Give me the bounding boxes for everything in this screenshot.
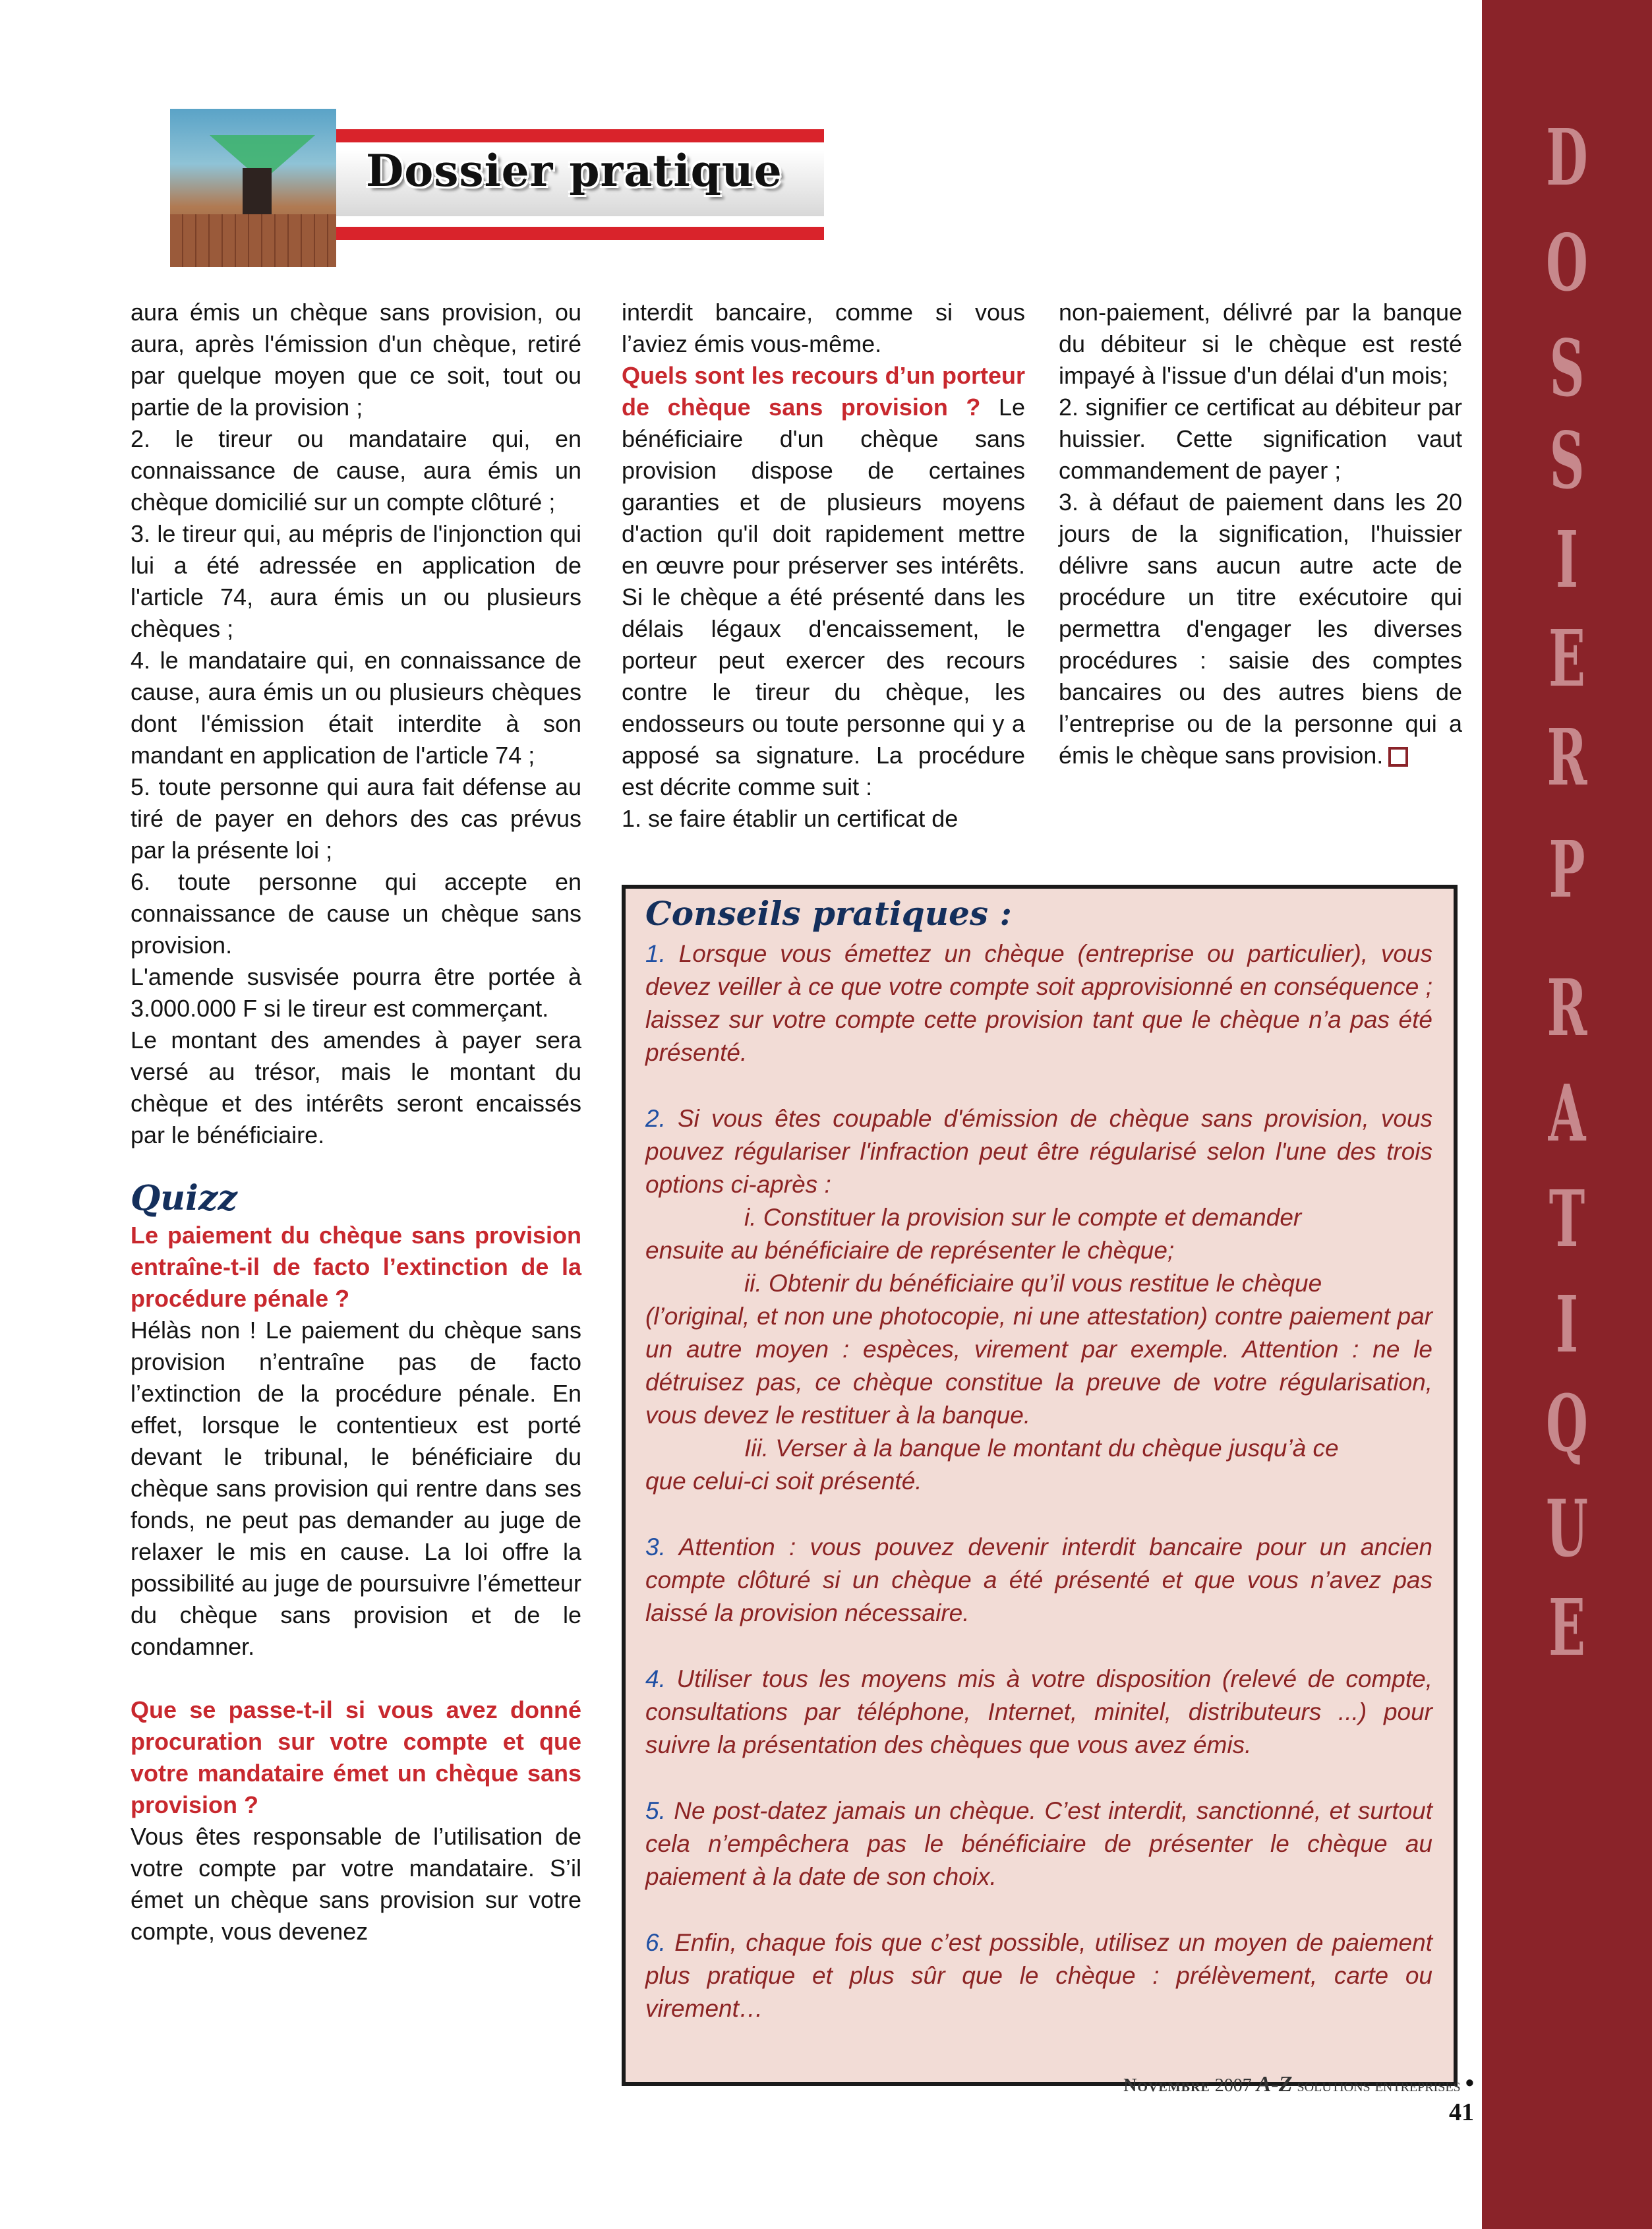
footer-bullet: • bbox=[1465, 2069, 1474, 2097]
header-top-stripe bbox=[336, 129, 824, 142]
banner-letter: R bbox=[1547, 962, 1587, 1054]
tip-number: 5. bbox=[645, 1797, 666, 1824]
header-bottom-stripe bbox=[336, 227, 824, 240]
banner-letter: E bbox=[1549, 1582, 1585, 1673]
tip-number: 2. bbox=[645, 1105, 666, 1132]
tip-1 bbox=[645, 937, 1432, 1069]
tip-text: Attention : vous pouvez devenir interdit bancaire pour un ancien compte clôturé si un chèque a été présenté et que vous n’avez pas laissé la provision nécessaire. bbox=[645, 1533, 1432, 1626]
tip-text: Utiliser tous les moyens mis à votre disposition (relevé de compte, consultations par téléphone, Internet, minitel, distributeurs ...) pour suivre la présentation des chèques que vous avez émis. bbox=[645, 1665, 1432, 1758]
paragraph: 2. signifier ce certificat au débiteur par huissier. Cette signification vaut commandement de payer ; bbox=[1059, 394, 1462, 484]
banner-letter: D bbox=[1546, 111, 1588, 203]
tip-3 bbox=[645, 1531, 1432, 1630]
banner-letter: I bbox=[1555, 1278, 1579, 1370]
header-illustration bbox=[170, 109, 336, 267]
footer-tagline: solutions entreprises bbox=[1297, 2075, 1461, 2096]
recours-question: Quels sont les recours d’un porteur de chèque sans provision ? bbox=[622, 362, 1025, 421]
tip-option-i: i. Constituer la provision sur le compte et demander bbox=[744, 1204, 1302, 1231]
banner-letter: O bbox=[1546, 217, 1588, 309]
banner-letter: Q bbox=[1546, 1377, 1588, 1469]
recours-answer: Le bénéficiaire d'un chèque sans provision dispose de certaines garanties et de plusieurs moyens d'action qu'il doit rapidement mettre en œuvre pour préserver ses intérêts. Si le chèque a été présenté dans les délais légaux d'encaissement, le porteur peut exercer des recours contre le tireur du chèque, les endosseurs ou toute personne qui y a apposé sa signature. La procédure est décrite comme suit : bbox=[622, 394, 1026, 800]
tip-option-i-cont: ensuite au bénéficiaire de représenter le chèque; bbox=[645, 1237, 1175, 1264]
footer-year: 2007 bbox=[1214, 2075, 1252, 2096]
tip-text: Si vous êtes coupable d'émission de chèque sans provision, vous pouvez régulariser l'infraction peut être régularisé selon l'une des trois options ci-après : bbox=[645, 1105, 1432, 1198]
column-3 bbox=[1059, 297, 1462, 771]
footer-month: Novembre bbox=[1123, 2075, 1210, 2096]
paragraph bbox=[622, 360, 1025, 803]
quizz-heading: Quizz bbox=[131, 1178, 237, 1218]
banner-letter: R bbox=[1547, 711, 1587, 803]
bricks-shape bbox=[170, 214, 336, 267]
tips-title: Conseils pratiques : bbox=[645, 894, 1012, 933]
quizz-answer-1: Hélàs non ! Le paiement du chèque sans provision n’entraîne pas de facto l’extinction de la procédure pénale. En effet, lorsque le contentieux est porté devant le tribunal, le bénéficiaire du chèque sans provision qui rentre dans ses fonds, ne peut pas demander au juge de relaxer le mis en cause. La loi offre la possibilité au juge de poursuivre l’émetteur du chèque sans provision et de le condamner. bbox=[131, 1317, 581, 1660]
banner-letter: S bbox=[1549, 415, 1585, 506]
paragraph: non-paiement, délivré par la banque du débiteur si le chèque est resté impayé à l'issue d'un délai d'un mois; bbox=[1059, 299, 1462, 389]
paragraph: interdit bancaire, comme si vous l’aviez émis vous-même. bbox=[622, 299, 1025, 357]
banner-letter: A bbox=[1548, 1067, 1586, 1159]
tip-text: Lorsque vous émettez un chèque (entreprise ou particulier), vous devez veiller à ce que votre compte soit approvisionné en conséquence ; laissez sur votre compte cette provision tant que le chèque n’a pas été présenté. bbox=[645, 940, 1432, 1066]
paragraph: 4. le mandataire qui, en connaissance de cause, aura émis un ou plusieurs chèques dont l'émission était interdite à son mandant en application de l'article 74 ; bbox=[131, 647, 581, 769]
banner-letter: T bbox=[1549, 1173, 1585, 1264]
quizz-question-1: Le paiement du chèque sans provision entraîne-t-il de facto l’extinction de la procédure pénale ? bbox=[131, 1222, 581, 1312]
paragraph: 1. se faire établir un certificat de bbox=[622, 805, 959, 832]
banner-letter: P bbox=[1549, 823, 1585, 915]
tip-text: Ne post-datez jamais un chèque. C’est interdit, sanctionné, et surtout cela n’empêchera pas le bénéficiaire de présenter le chèque au paiement à la date de son choix. bbox=[645, 1797, 1432, 1890]
tip-option-iii-cont: que celui-ci soit présenté. bbox=[645, 1468, 922, 1495]
banner-letter: I bbox=[1555, 514, 1579, 605]
tip-4 bbox=[645, 1663, 1432, 1762]
tip-option-ii-cont: (l’original, et non une photocopie, ni une attestation) contre paiement par un autre moyen : espèces, virement par exemple. Attention : ne le détruisez pas, ce chèque constitue la preuve de votre régularisation, vous devez le restituer à la banque. bbox=[645, 1303, 1432, 1429]
paragraph: L'amende susvisée pourra être portée à 3.000.000 F si le tireur est commerçant. bbox=[131, 963, 581, 1022]
tip-6 bbox=[645, 1926, 1432, 2025]
paragraph-text: 3. à défaut de paiement dans les 20 jours de la signification, l'huissier délivre sans aucun autre acte de procédure un titre exécutoire qui permettra d'engager les diverses procédures : saisie des comptes bancaires ou des autres biens de l’entreprise ou de la personne qui a émis le chèque sans provision. bbox=[1059, 489, 1462, 769]
tip-number: 4. bbox=[645, 1665, 666, 1692]
paragraph: Le montant des amendes à payer sera versé au trésor, mais le montant du chèque et des intérêts seront encaissés par le bénéficiaire. bbox=[131, 1026, 581, 1148]
section-title: Dossier pratique bbox=[366, 145, 782, 196]
page-footer bbox=[1113, 2069, 1474, 2127]
quizz-answer-2: Vous êtes responsable de l’utilisation de votre compte par votre mandataire. S’il émet un chèque sans provision sur votre compte, vous devenez bbox=[131, 1823, 581, 1945]
paragraph: 5. toute personne qui aura fait défense au tiré de payer en dehors des cas prévus par la présente loi ; bbox=[131, 773, 581, 864]
tip-option-ii: ii. Obtenir du bénéficiaire qu’il vous restitue le chèque bbox=[744, 1270, 1322, 1297]
tip-number: 1. bbox=[645, 940, 666, 967]
paragraph: 2. le tireur ou mandataire qui, en connaissance de cause, aura émis un chèque domicilié sur un compte clôturé ; bbox=[131, 425, 581, 516]
banner-letter: U bbox=[1546, 1483, 1588, 1574]
tip-number: 6. bbox=[645, 1929, 666, 1956]
tip-5 bbox=[645, 1795, 1432, 1893]
paragraph: 6. toute personne qui accepte en connaissance de cause un chèque sans provision. bbox=[131, 868, 581, 959]
tip-number: 3. bbox=[645, 1533, 666, 1560]
paragraph: 3. le tireur qui, au mépris de l'injonction qui lui a été adressée en application de l'article 74, aura émis un ou plusieurs chèques ; bbox=[131, 520, 581, 642]
banner-letter: E bbox=[1549, 612, 1585, 704]
end-mark-icon bbox=[1388, 747, 1408, 767]
column-1 bbox=[131, 297, 581, 1947]
tip-option-iii: Iii. Verser à la banque le montant du chèque jusqu’à ce bbox=[744, 1435, 1339, 1462]
tip-text: Enfin, chaque fois que c’est possible, utilisez un moyen de paiement plus pratique et plus sûr que le chèque : prélèvement, carte ou virement… bbox=[645, 1929, 1432, 2022]
paragraph: aura émis un chèque sans provision, ou aura, après l'émission d'un chèque, retiré par quelque moyen que ce soit, tout ou partie de la provision ; bbox=[131, 299, 581, 421]
tips-box bbox=[622, 885, 1458, 2086]
footer-brand: A-Z bbox=[1256, 2072, 1293, 2096]
column-2 bbox=[622, 297, 1025, 835]
banner-letter: S bbox=[1549, 322, 1585, 414]
tip-2 bbox=[645, 1102, 1432, 1498]
quizz-question-2: Que se passe-t-il si vous avez donné procuration sur votre compte et que votre mandataire émet un chèque sans provision ? bbox=[131, 1696, 581, 1818]
side-banner bbox=[1482, 0, 1652, 2229]
paragraph bbox=[1059, 487, 1462, 771]
page-number: 41 bbox=[1449, 2098, 1474, 2126]
